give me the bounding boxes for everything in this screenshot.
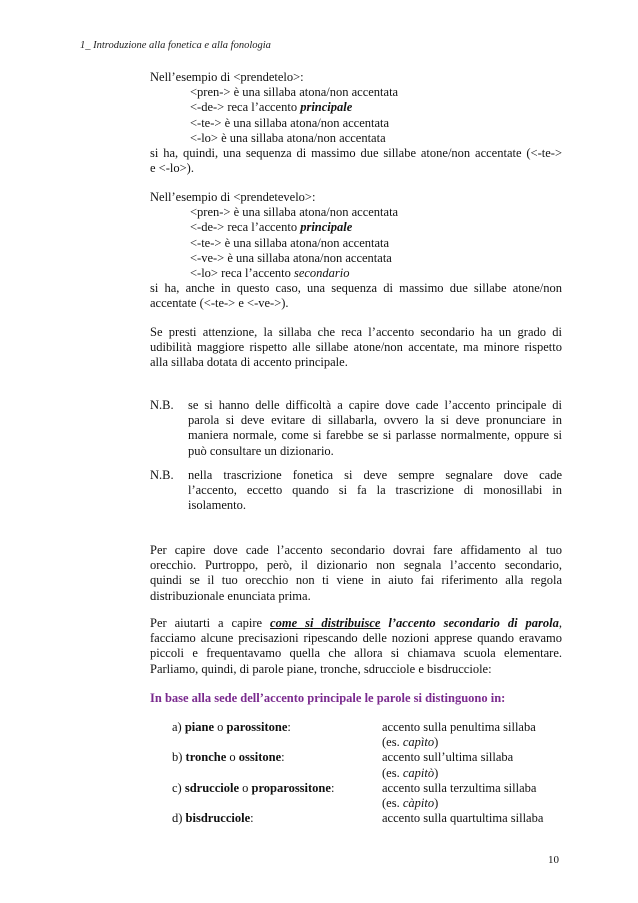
paragraph-line: udibilità maggiore rispetto alle sillabe atone/non accentate, ma minore rispetto xyxy=(150,340,562,355)
accent-position xyxy=(382,720,562,750)
text-run: o xyxy=(226,750,239,765)
text-run: ) xyxy=(434,796,439,811)
example-conclusion-line: si ha, quindi, una sequenza di massimo due sillabe atone/non accentate (<-te-> xyxy=(150,146,562,161)
note-line: isolamento. xyxy=(188,498,246,513)
text-run: proparossitone xyxy=(251,780,331,795)
syllable-list xyxy=(150,85,562,146)
text-run: secondario xyxy=(293,266,350,281)
text-run: tronche xyxy=(185,750,227,765)
paragraph-line: facciamo alcune precisazioni ripescando delle nozioni apprese quando eravamo xyxy=(150,631,562,646)
text-line xyxy=(382,766,562,781)
text-line xyxy=(382,796,562,811)
text-run: ) xyxy=(434,765,439,780)
text-line xyxy=(190,266,562,281)
text-run: accento sulla terzultima sillaba xyxy=(382,780,537,795)
accent-position xyxy=(382,750,562,780)
text-run: c) xyxy=(172,780,185,795)
example-intro: Nell’esempio di <prendetevelo>: xyxy=(150,190,316,204)
paragraph-line: distribuzionale enunciata prima. xyxy=(150,588,311,603)
note-line: nella trascrizione fonetica si deve sempre segnalare dove cade xyxy=(188,468,562,482)
text-run: principale xyxy=(300,220,353,235)
text-run: <-de-> reca l’accento xyxy=(190,100,301,115)
text-run: <-lo> reca l’accento xyxy=(190,266,294,281)
paragraph-help xyxy=(150,616,562,677)
text-line xyxy=(190,220,562,235)
text-run: : xyxy=(281,750,285,765)
example-conclusion-line: si ha, anche in questo caso, una sequenza di massimo due sillabe atone/non xyxy=(150,281,562,296)
text-run: <pren-> è una sillaba atona/non accentata xyxy=(190,205,399,220)
classification-heading: In base alla sede dell’accento principale le parole si distinguono in: xyxy=(150,691,506,705)
text-line xyxy=(382,811,562,826)
example-conclusion-line: e <-lo>). xyxy=(150,161,194,176)
paragraph-line: Se presti attenzione, la sillaba che reca l’accento secondario ha un grado di xyxy=(150,325,562,339)
paragraph-line: Per capire dove cade l’accento secondario dovrai fare affidamento al tuo xyxy=(150,543,562,557)
text-run: accento sull’ultima sillaba xyxy=(382,750,514,765)
paragraph-attention xyxy=(150,325,562,371)
word-class xyxy=(172,720,382,750)
text-run: (es. xyxy=(382,796,403,811)
syllable-list xyxy=(150,205,562,281)
text-run: <-de-> reca l’accento xyxy=(190,220,301,235)
note-line: maniera normale, come si farebbe se si parlasse normalmente, oppure si xyxy=(188,428,562,443)
paragraph-line: piccoli e frequentavamo quella che allora si chiamava scuola elementare. xyxy=(150,646,562,661)
text-run: accento sulla quartultima sillaba xyxy=(382,811,544,826)
text-run: a) xyxy=(172,720,185,734)
text-run: b) xyxy=(172,750,186,765)
running-header: 1_ Introduzione alla fonetica e alla fonologia xyxy=(80,40,271,51)
classification-item xyxy=(150,720,562,750)
text-run: <-lo> è una sillaba atona/non accentata xyxy=(190,130,386,145)
text-run: , xyxy=(558,616,562,630)
paragraph-line: alla sillaba dotata di accento principale. xyxy=(150,355,348,370)
note-line: se si hanno delle difficoltà a capire dove cade l’accento principale di xyxy=(188,398,562,412)
text-run: accento sulla penultima sillaba xyxy=(382,720,536,734)
classification-item xyxy=(150,811,562,826)
text-run: : xyxy=(330,780,335,795)
text-run: o xyxy=(239,780,252,795)
text-run: o xyxy=(214,720,227,734)
text-run: <-te-> è una sillaba atona/non accentata xyxy=(190,115,390,130)
accent-position xyxy=(382,811,562,826)
text-run: piane xyxy=(184,720,215,734)
text-line xyxy=(190,131,562,146)
text-run: : xyxy=(250,811,254,826)
text-run: bisdrucciole xyxy=(185,811,251,826)
classification-list xyxy=(150,720,562,826)
text-line xyxy=(190,85,562,100)
note-label: N.B. xyxy=(150,398,174,412)
text-run: ossitone xyxy=(238,750,282,765)
text-line xyxy=(382,750,562,765)
word-class xyxy=(172,781,382,811)
text-line xyxy=(190,205,562,220)
text-run: <-te-> è una sillaba atona/non accentata xyxy=(190,235,390,250)
text-run: ) xyxy=(434,735,439,750)
paragraph-line: Parliamo, quindi, di parole piane, tronche, sdrucciole e bisdrucciole: xyxy=(150,661,492,676)
text-run: <-ve-> è una sillaba atona/non accentata xyxy=(190,250,392,265)
note-line: l’accento, eccetto quando si fa la trascrizione di monosillabi in xyxy=(188,483,562,498)
page-number: 10 xyxy=(548,854,559,866)
text-run: (es. xyxy=(382,735,403,750)
text-run: parossitone xyxy=(226,720,288,734)
text-line xyxy=(190,116,562,131)
note-transcription xyxy=(150,468,562,514)
text-run: : xyxy=(287,720,291,734)
example-intro: Nell’esempio di <prendetelo>: xyxy=(150,70,304,84)
text-run: l’accento secondario di parola xyxy=(388,616,559,630)
text-line xyxy=(190,251,562,266)
text-line xyxy=(190,236,562,251)
text-run: come si distribuisce xyxy=(270,616,381,630)
text-run: càpito xyxy=(402,796,435,811)
example-prendetelo xyxy=(150,70,562,176)
classification-item xyxy=(150,750,562,780)
paragraph-line: quindi se il tuo orecchio non ti viene in aiuto fai riferimento alla regola xyxy=(150,573,562,588)
text-run: (es. xyxy=(382,765,403,780)
text-run: Per aiutarti a capire xyxy=(150,616,271,630)
text-line xyxy=(382,735,562,750)
text-run: principale xyxy=(300,100,353,115)
paragraph-line: orecchio. Purtroppo, però, il dizionario non segnala l’accento secondario, xyxy=(150,558,562,573)
text-run: capìto xyxy=(402,735,435,750)
note-label: N.B. xyxy=(150,468,174,482)
example-conclusion-line: accentate (<-te-> e <-ve->). xyxy=(150,296,289,311)
note-dictionary xyxy=(150,398,562,459)
word-class xyxy=(172,811,382,826)
text-run: d) xyxy=(172,811,186,826)
accent-position xyxy=(382,781,562,811)
paragraph-line xyxy=(150,616,562,631)
classification-item xyxy=(150,781,562,811)
text-line xyxy=(190,100,562,115)
note-line: può consultare un dizionario. xyxy=(188,443,334,458)
text-run: sdrucciole xyxy=(184,780,240,795)
text-line xyxy=(382,781,562,796)
example-prendetevelo xyxy=(150,190,562,312)
text-run: <pren-> è una sillaba atona/non accentata xyxy=(190,85,399,100)
text-run: capitò xyxy=(402,765,435,780)
text-line xyxy=(382,720,562,735)
paragraph-secondary-accent xyxy=(150,543,562,604)
word-class xyxy=(172,750,382,780)
note-line: parola si deve evitare di sillabarla, ovvero la si deve pronunciare in xyxy=(188,413,562,428)
